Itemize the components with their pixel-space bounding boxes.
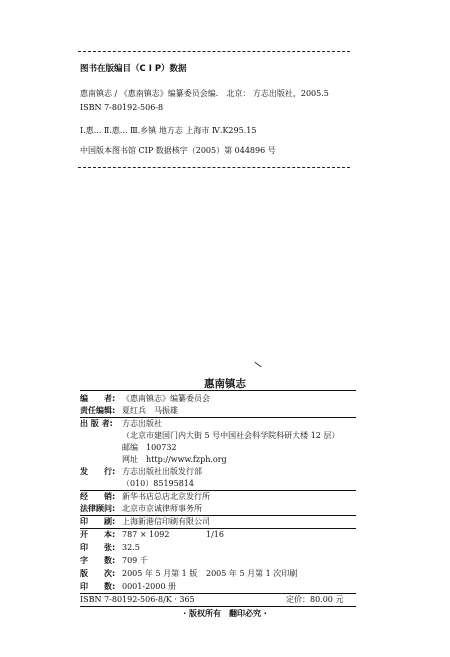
isbn-line: ISBN 7-80192-506-8/K · 365 xyxy=(80,595,195,604)
scan-speck xyxy=(254,362,261,367)
row-divider xyxy=(80,528,356,529)
top-dashed-rule xyxy=(78,51,350,52)
responsible-editor-label: 责任编辑: xyxy=(80,406,116,415)
printing-value: 2005 年 5 月第 1 次印刷 xyxy=(206,569,298,578)
print-run-label: 印 数: xyxy=(80,582,116,591)
seller-label: 经 销: xyxy=(80,492,116,501)
publisher-label: 出 版 者: xyxy=(80,419,113,428)
print-run-value: 0001-2000 册 xyxy=(122,582,176,591)
publisher-value: 方志出版社 xyxy=(122,419,162,428)
edition-label: 版 次: xyxy=(80,569,116,578)
row-divider xyxy=(80,606,356,607)
price: 定价：80.00 元 xyxy=(286,595,344,604)
distribution-value: 方志出版社出版发行部 xyxy=(122,467,202,476)
title-underline xyxy=(80,390,356,391)
distribution-label: 发 行: xyxy=(80,467,116,476)
format-label: 开 本: xyxy=(80,530,116,539)
seller-value: 新华书店总店北京发行所 xyxy=(122,492,210,501)
format-fraction: 1/16 xyxy=(206,530,224,539)
sheets-value: 32.5 xyxy=(122,543,140,552)
legal-counsel-value: 北京市京诚律师事务所 xyxy=(122,504,202,513)
word-count-label: 字 数: xyxy=(80,556,116,565)
bottom-dashed-rule xyxy=(78,167,350,168)
publisher-postcode: 邮编 100732 xyxy=(122,443,177,452)
printer-label: 印 刷: xyxy=(80,517,116,526)
cip-line-record-number: 中国版本图书馆 CIP 数据核字（2005）第 044896 号 xyxy=(80,146,276,155)
row-divider xyxy=(80,490,356,491)
sheets-label: 印 张: xyxy=(80,543,116,552)
publisher-address: （北京市建国门内大街 5 号中国社会科学院科研大楼 12 层） xyxy=(122,431,340,440)
copyright-notice: · 版权所有 翻印必究 · xyxy=(183,609,267,618)
cip-line-title: 惠南镇志 / 《惠南镇志》编纂委员会编． 北京： 方志出版社，2005.5 xyxy=(80,89,329,98)
publisher-website: 网址 http://www.fzph.org xyxy=(122,455,227,464)
cip-heading: 图书在版编目（C I P）数据 xyxy=(80,64,187,74)
row-divider xyxy=(80,417,356,418)
distribution-phone: （010）85195814 xyxy=(122,479,194,488)
row-divider xyxy=(80,515,356,516)
editor-value: 《惠南镇志》编纂委员会 xyxy=(122,394,210,403)
cip-line-isbn: ISBN 7-80192-506-8 xyxy=(80,103,164,112)
cip-line-classification: Ⅰ.惠... Ⅱ.惠... Ⅲ.乡镇 地方志 上海市 Ⅳ.K295.15 xyxy=(80,126,257,135)
format-value: 787 × 1092 xyxy=(122,530,170,539)
responsible-editor-value: 夏红兵 马振雄 xyxy=(122,406,178,415)
book-title: 惠南镇志 xyxy=(204,378,246,390)
editor-label: 编 者: xyxy=(80,394,116,403)
edition-value: 2005 年 5 月第 1 版 xyxy=(122,569,198,578)
printer-value: 上海新港信印刷有限公司 xyxy=(122,517,210,526)
legal-counsel-label: 法律顾问: xyxy=(80,504,116,513)
word-count-value: 709 千 xyxy=(122,556,148,565)
row-divider xyxy=(80,593,356,594)
